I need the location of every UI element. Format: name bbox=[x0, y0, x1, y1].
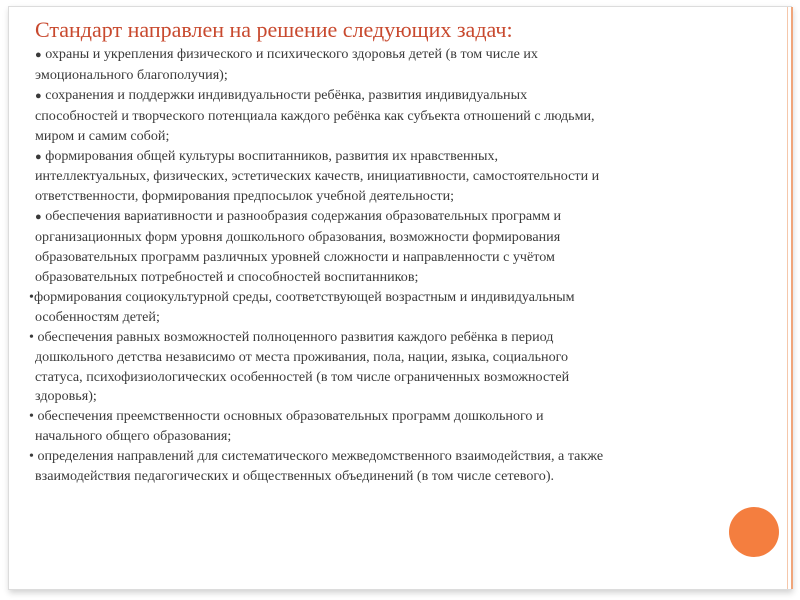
item-text: охраны и укрепления физического и психического здоровья детей (в том числе их bbox=[45, 46, 538, 62]
list-item bbox=[29, 407, 769, 447]
item-text: организационных форм уровня дошкольного образования, возможности формирования bbox=[35, 229, 561, 246]
list-item bbox=[29, 288, 769, 328]
list-item bbox=[29, 45, 769, 86]
bullet-icon: • bbox=[29, 328, 34, 345]
item-text: особенностям детей; bbox=[35, 308, 160, 325]
item-text: формирования общей культуры воспитанников, развития их нравственных, bbox=[45, 147, 499, 164]
bullet-icon: • bbox=[29, 288, 34, 305]
item-text: начального общего образования; bbox=[35, 428, 232, 445]
item-text: образовательных программ различных уровней сложности и направленности с учётом bbox=[35, 249, 555, 266]
bullet-icon: ● bbox=[35, 49, 42, 61]
accent-bar-inner bbox=[787, 7, 788, 589]
item-text: миром и самим собой; bbox=[35, 127, 170, 144]
item-text: взаимодействия педагогических и общественных объединений (в том числе сетевого). bbox=[35, 468, 555, 485]
slide bbox=[8, 6, 792, 590]
task-list bbox=[29, 45, 769, 487]
bullet-icon: ● bbox=[35, 89, 42, 102]
item-text: дошкольного детства независимо от места проживания, пола, нации, языка, социального bbox=[35, 348, 569, 365]
item-text: обеспечения равных возможностей полноценного развития каждого ребёнка в период bbox=[37, 328, 554, 345]
list-item bbox=[29, 328, 769, 408]
bullet-icon: ● bbox=[35, 150, 42, 163]
item-text: образовательных потребностей и способностей воспитанников; bbox=[35, 268, 419, 285]
item-text: обеспечения преемственности основных образовательных программ дошкольного и bbox=[37, 408, 544, 425]
item-text: интеллектуальных, физических, эстетических качеств, инициативности, самостоятельности и bbox=[35, 168, 600, 185]
bullet-icon: ● bbox=[35, 211, 42, 224]
accent-bar bbox=[791, 7, 793, 589]
bullet-icon: • bbox=[29, 408, 34, 425]
item-text: способностей и творческого потенциала каждого ребёнка как субъекта отношений с людьми, bbox=[35, 107, 595, 124]
decorative-circle bbox=[729, 507, 779, 557]
item-text: сохранения и поддержки индивидуальности ребёнка, развития индивидуальных bbox=[45, 86, 528, 103]
list-item bbox=[29, 86, 769, 147]
item-text: определения направлений для систематического межведомственного взаимодействия, а также bbox=[37, 448, 604, 465]
list-item bbox=[29, 147, 769, 208]
item-text: формирования социокультурной среды, соответствующей возрастным и индивидуальным bbox=[33, 288, 575, 305]
item-text: статуса, психофизиологических особенностей (в том числе ограниченных возможностей bbox=[35, 368, 570, 385]
list-item bbox=[29, 207, 769, 288]
item-text: здоровья); bbox=[35, 388, 97, 405]
slide-title: Стандарт направлен на решение следующих задач: bbox=[35, 17, 513, 42]
item-text: обеспечения вариативности и разнообразия содержания образовательных программ и bbox=[45, 208, 562, 225]
item-text: ответственности, формирования предпосылок учебной деятельности; bbox=[35, 188, 455, 205]
bullet-icon: • bbox=[29, 448, 34, 465]
item-text: эмоционального благополучия); bbox=[35, 66, 228, 83]
list-item bbox=[29, 447, 769, 487]
